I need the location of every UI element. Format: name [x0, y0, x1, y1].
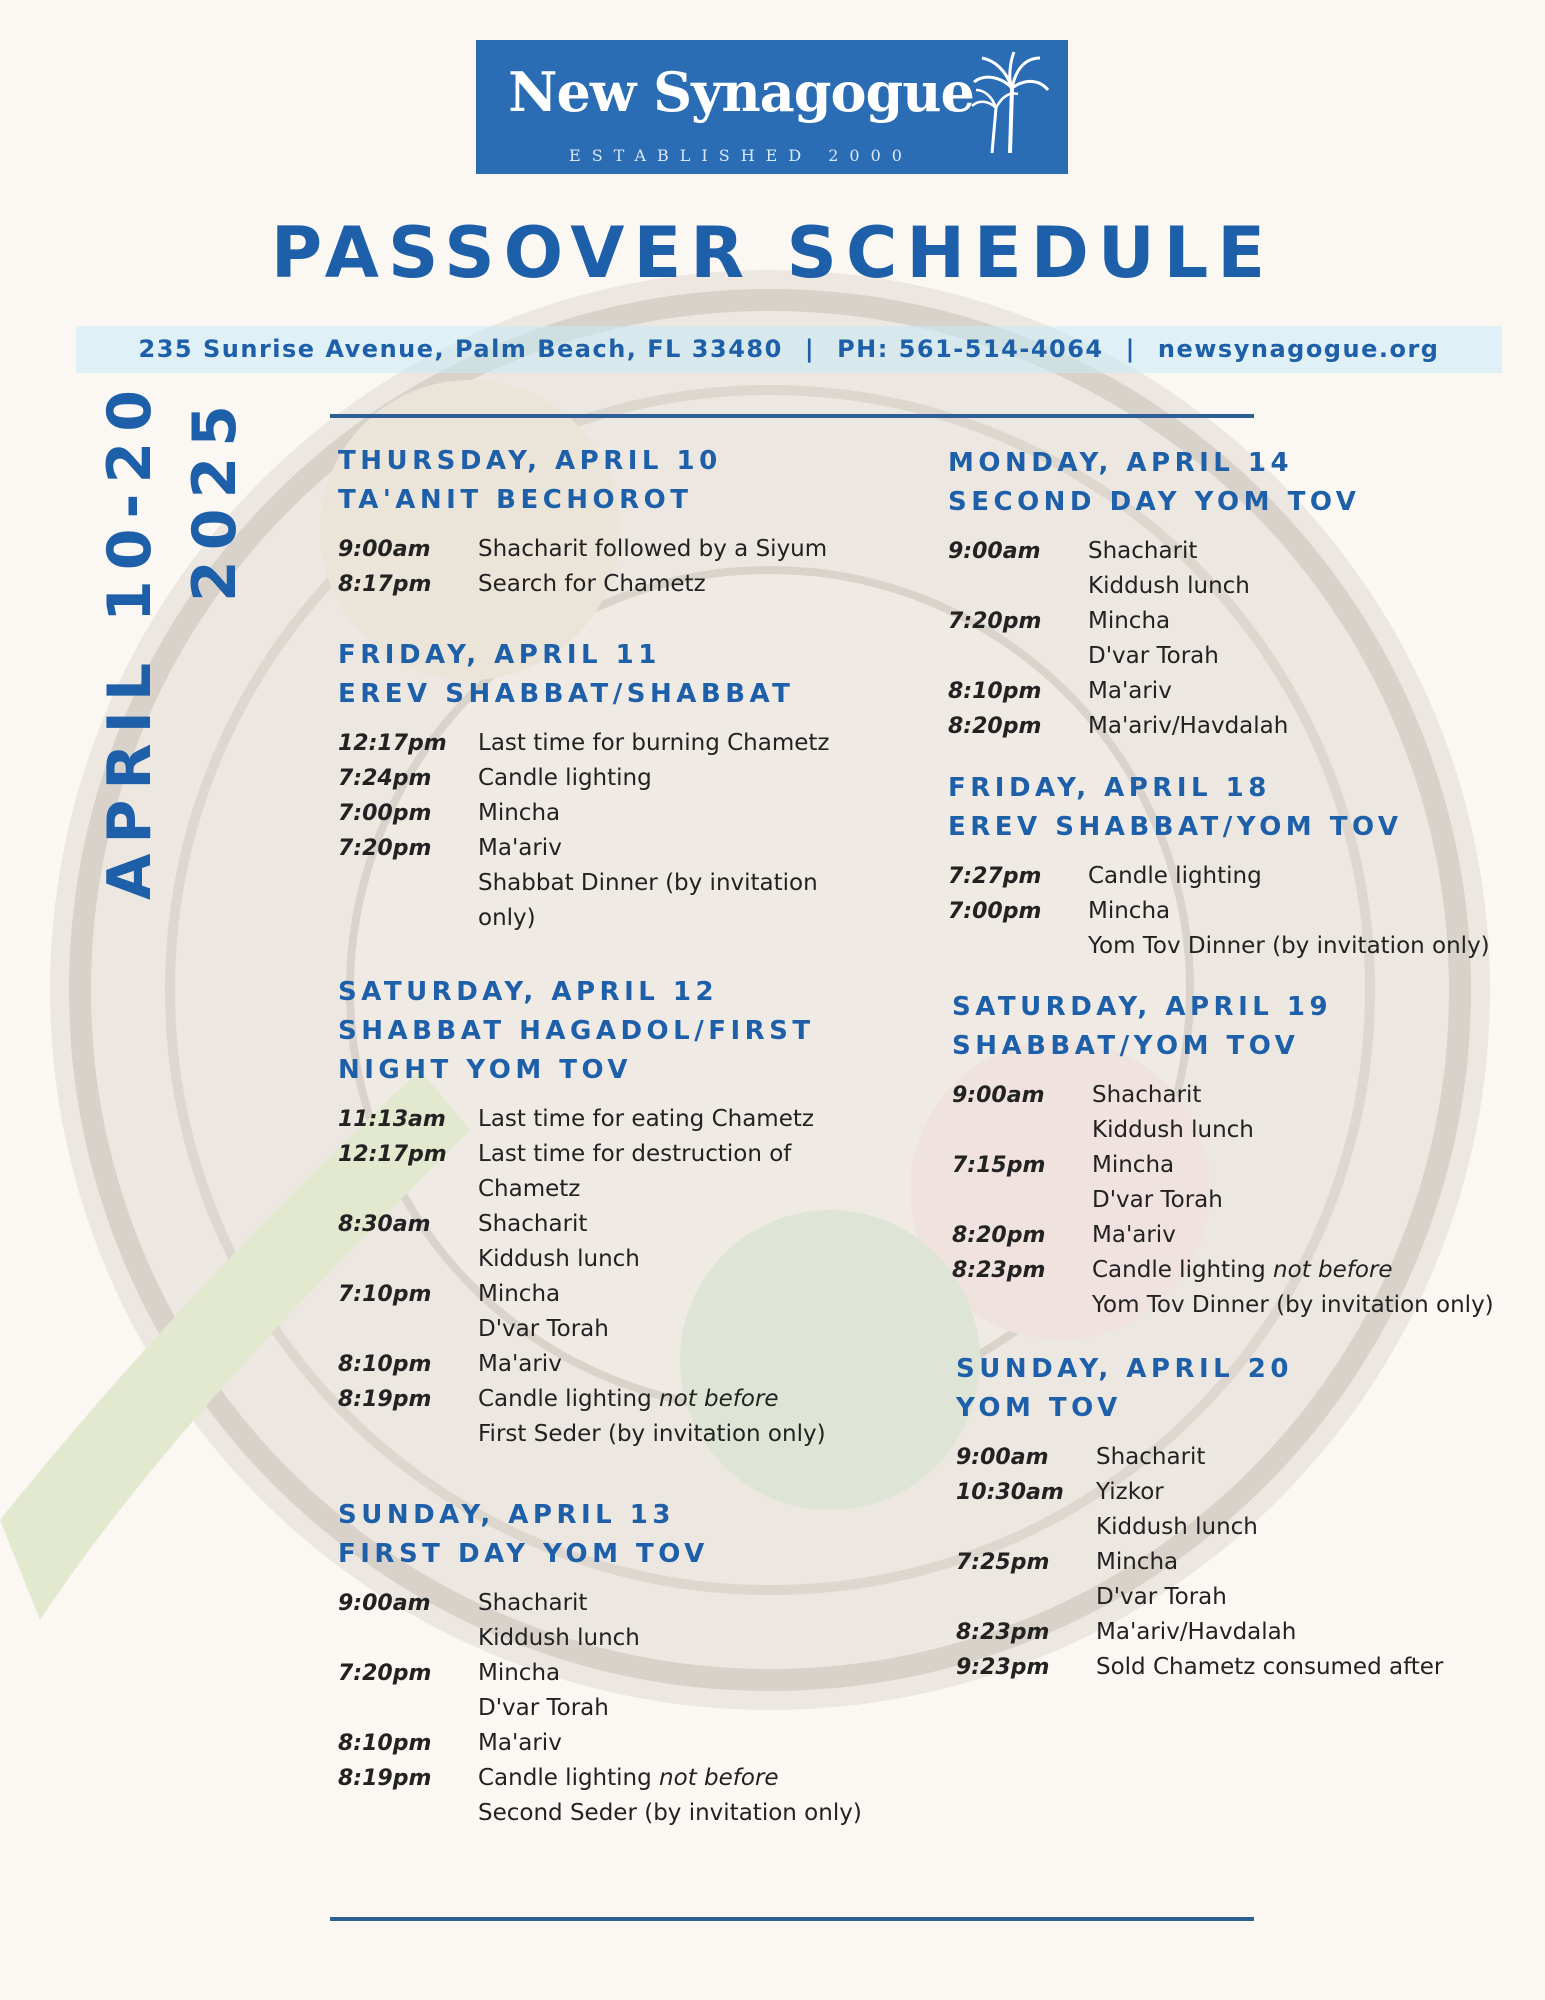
event-description-text: Kiddush lunch	[1092, 1117, 1254, 1143]
event-description	[1088, 569, 1508, 604]
day-block	[952, 988, 1517, 1323]
event-time	[948, 929, 1088, 964]
event-row	[956, 1580, 1516, 1615]
event-time: 7:20pm	[338, 836, 432, 861]
page-title: PASSOVER SCHEDULE	[270, 212, 1275, 294]
event-description-text: Mincha	[1088, 898, 1171, 924]
day-subheading: SHABBAT/YOM TOV	[952, 1031, 1300, 1061]
logo[interactable]	[476, 40, 1068, 174]
event-description-text: Ma'ariv/Havdalah	[1088, 713, 1289, 739]
event-description-text: Yom Tov Dinner (by invitation only)	[1088, 933, 1490, 959]
event-row	[338, 1796, 898, 1831]
event-description-text: Yom Tov Dinner (by invitation only)	[1092, 1292, 1494, 1318]
event-description	[478, 1347, 878, 1382]
day-heading: SUNDAY, APRIL 13	[338, 1500, 675, 1530]
event-description-text: Candle lighting	[1092, 1257, 1266, 1283]
event-time: 7:15pm	[952, 1153, 1046, 1178]
event-description-text: Ma'ariv/Havdalah	[1096, 1619, 1297, 1645]
event-time	[948, 569, 1088, 604]
day-heading: FRIDAY, APRIL 11	[338, 640, 661, 670]
event-row	[956, 1475, 1516, 1510]
event-description-text: Kiddush lunch	[1096, 1514, 1258, 1540]
event-description-text: Mincha	[1088, 608, 1171, 634]
event-description-text: Shacharit	[478, 1211, 588, 1237]
event-time: 8:23pm	[956, 1620, 1050, 1645]
event-list	[338, 532, 898, 602]
event-description	[1092, 1113, 1517, 1148]
event-note: not before	[659, 1765, 779, 1791]
event-row	[952, 1148, 1517, 1183]
event-description-text: Yizkor	[1096, 1479, 1164, 1505]
event-time: 9:00am	[956, 1445, 1049, 1470]
event-row	[338, 1726, 898, 1761]
event-time: 12:17pm	[338, 1142, 447, 1167]
event-description	[478, 1102, 878, 1137]
day-subheading: SHABBAT HAGADOL/FIRST NIGHT YOM TOV	[338, 1016, 815, 1085]
event-time: 8:19pm	[338, 1766, 432, 1791]
day-block	[338, 442, 898, 602]
event-time: 8:23pm	[952, 1258, 1046, 1283]
event-description-text: D'var Torah	[478, 1695, 609, 1721]
event-row	[338, 1621, 898, 1656]
event-description	[1096, 1615, 1516, 1650]
top-divider	[330, 414, 1254, 418]
event-row	[338, 831, 878, 866]
event-description-text: Candle lighting	[478, 765, 652, 791]
event-list	[956, 1440, 1516, 1685]
event-description-text: Ma'ariv	[478, 1730, 562, 1756]
day-block	[338, 973, 878, 1452]
event-description	[1096, 1580, 1516, 1615]
event-description-text: Last time for destruction of Chametz	[478, 1141, 792, 1202]
event-time	[956, 1510, 1096, 1545]
event-description-text: Kiddush lunch	[478, 1625, 640, 1651]
event-description	[478, 796, 878, 831]
event-description-text: Mincha	[1092, 1152, 1175, 1178]
event-time: 9:00am	[948, 539, 1041, 564]
address: 235 Sunrise Avenue, Palm Beach, FL 33480	[138, 335, 783, 363]
event-list	[338, 1586, 898, 1831]
event-row	[952, 1288, 1517, 1323]
event-time: 7:20pm	[948, 609, 1042, 634]
event-time	[952, 1288, 1092, 1323]
event-description	[478, 1586, 898, 1621]
event-row	[338, 567, 898, 602]
event-description-text: D'var Torah	[1088, 643, 1219, 669]
event-row	[338, 1137, 878, 1207]
event-description	[478, 761, 878, 796]
day-heading: THURSDAY, APRIL 10	[338, 446, 722, 476]
day-subheading: YOM TOV	[956, 1393, 1122, 1423]
event-description	[1096, 1545, 1516, 1580]
event-time: 11:13am	[338, 1107, 446, 1132]
event-description-text: Mincha	[478, 1660, 561, 1686]
event-description	[1092, 1148, 1517, 1183]
event-list	[952, 1078, 1517, 1323]
separator: |	[1125, 335, 1136, 363]
event-description-text: Last time for burning Chametz	[478, 730, 830, 756]
event-time	[338, 1691, 478, 1726]
event-description	[478, 831, 878, 866]
event-description-text: Ma'ariv	[478, 835, 562, 861]
event-description-text: Mincha	[1096, 1549, 1179, 1575]
event-time: 8:10pm	[948, 679, 1042, 704]
palm-tree-icon	[970, 48, 1050, 158]
event-description	[1092, 1218, 1517, 1253]
event-list	[338, 1102, 878, 1452]
event-row	[338, 1242, 878, 1277]
event-note: not before	[1273, 1257, 1393, 1283]
event-description-text: Mincha	[478, 800, 561, 826]
event-description	[1092, 1183, 1517, 1218]
event-time	[338, 1796, 478, 1831]
event-row	[956, 1440, 1516, 1475]
event-time: 8:19pm	[338, 1387, 432, 1412]
event-description	[1088, 929, 1518, 964]
event-description-text: D'var Torah	[1092, 1187, 1223, 1213]
event-row	[948, 639, 1508, 674]
day-block	[956, 1350, 1516, 1685]
event-row	[338, 1277, 878, 1312]
event-description	[478, 1382, 878, 1417]
day-heading: SATURDAY, APRIL 12	[338, 977, 719, 1007]
event-row	[338, 866, 878, 936]
event-description-text: D'var Torah	[478, 1316, 609, 1342]
event-description	[478, 1726, 898, 1761]
event-time: 7:25pm	[956, 1550, 1050, 1575]
event-description	[478, 1417, 878, 1452]
day-block	[948, 769, 1518, 964]
logo-established: ESTABLISHED 2000	[569, 146, 913, 165]
event-description-text: Shacharit followed by a Siyum	[478, 536, 828, 562]
event-time: 9:23pm	[956, 1655, 1050, 1680]
event-time: 9:00am	[338, 1591, 431, 1616]
event-description	[478, 532, 898, 567]
website-link[interactable]: newsynagogue.org	[1157, 335, 1440, 363]
day-subheading: TA'ANIT BECHOROT	[338, 485, 693, 515]
event-time: 7:27pm	[948, 864, 1042, 889]
event-time: 7:00pm	[338, 801, 432, 826]
separator: |	[804, 335, 816, 363]
event-description-text: D'var Torah	[1096, 1584, 1227, 1610]
event-time: 7:10pm	[338, 1282, 432, 1307]
event-time: 7:20pm	[338, 1661, 432, 1686]
event-description	[1092, 1253, 1517, 1288]
event-time	[952, 1113, 1092, 1148]
event-description	[1092, 1288, 1517, 1323]
event-row	[338, 1312, 878, 1347]
event-row	[948, 709, 1508, 744]
event-description	[1088, 534, 1508, 569]
event-description	[1096, 1440, 1516, 1475]
date-range: APRIL 10-20	[95, 380, 165, 900]
event-row	[948, 674, 1508, 709]
event-time: 7:24pm	[338, 766, 432, 791]
event-row	[338, 1656, 898, 1691]
event-description-text: Kiddush lunch	[1088, 573, 1250, 599]
event-description	[478, 1242, 878, 1277]
event-time: 8:20pm	[952, 1223, 1046, 1248]
day-subheading: FIRST DAY YOM TOV	[338, 1539, 709, 1569]
event-time	[956, 1580, 1096, 1615]
event-description	[478, 726, 878, 761]
event-description-text: Mincha	[478, 1281, 561, 1307]
event-description	[1096, 1475, 1516, 1510]
event-row	[338, 1691, 898, 1726]
event-description-text: Kiddush lunch	[478, 1246, 640, 1272]
event-description	[478, 1621, 898, 1656]
event-row	[956, 1615, 1516, 1650]
day-heading: MONDAY, APRIL 14	[948, 448, 1294, 478]
event-time: 10:30am	[956, 1480, 1064, 1505]
event-time: 9:00am	[952, 1083, 1045, 1108]
day-block	[338, 1496, 898, 1831]
event-row	[948, 534, 1508, 569]
event-description-text: Shacharit	[478, 1590, 588, 1616]
event-description	[1088, 709, 1508, 744]
day-block	[948, 444, 1508, 744]
event-row	[956, 1510, 1516, 1545]
event-description-text: Candle lighting	[478, 1386, 652, 1412]
event-description	[1088, 639, 1508, 674]
event-description	[1088, 859, 1518, 894]
event-description	[1092, 1078, 1517, 1113]
event-row	[338, 532, 898, 567]
event-description	[478, 1796, 898, 1831]
event-description-text: Shacharit	[1092, 1082, 1202, 1108]
event-note: not before	[659, 1386, 779, 1412]
event-description-text: Search for Chametz	[478, 571, 706, 597]
event-row	[338, 1417, 878, 1452]
event-time	[338, 1312, 478, 1347]
event-description	[1088, 674, 1508, 709]
event-description-text: Second Seder (by invitation only)	[478, 1800, 862, 1826]
event-description-text: Shacharit	[1088, 538, 1198, 564]
day-subheading: EREV SHABBAT/SHABBAT	[338, 679, 795, 709]
day-heading: SUNDAY, APRIL 20	[956, 1354, 1293, 1384]
event-time: 7:00pm	[948, 899, 1042, 924]
event-time: 8:10pm	[338, 1731, 432, 1756]
event-row	[948, 859, 1518, 894]
event-row	[952, 1253, 1517, 1288]
event-list	[948, 534, 1508, 744]
event-description	[1096, 1510, 1516, 1545]
event-description-text: Candle lighting	[1088, 863, 1262, 889]
event-row	[948, 604, 1508, 639]
event-description-text: Sold Chametz consumed after	[1096, 1654, 1444, 1680]
event-description	[1088, 894, 1518, 929]
event-description-text: Last time for eating Chametz	[478, 1106, 814, 1132]
bottom-divider	[330, 1917, 1254, 1921]
event-time: 8:30am	[338, 1212, 431, 1237]
event-row	[952, 1113, 1517, 1148]
contact-bar	[76, 326, 1502, 373]
event-description-text: Ma'ariv	[1088, 678, 1172, 704]
event-row	[338, 1586, 898, 1621]
event-time	[338, 1417, 478, 1452]
event-description	[478, 1761, 898, 1796]
event-time: 8:20pm	[948, 714, 1042, 739]
event-description	[1088, 604, 1508, 639]
event-description	[478, 1207, 878, 1242]
event-description	[478, 1277, 878, 1312]
event-row	[956, 1545, 1516, 1580]
event-row	[956, 1650, 1516, 1685]
event-time: 8:10pm	[338, 1352, 432, 1377]
event-list	[338, 726, 878, 936]
event-description	[478, 1137, 878, 1207]
event-time	[338, 866, 478, 936]
event-description-text: Ma'ariv	[1092, 1222, 1176, 1248]
event-time	[952, 1183, 1092, 1218]
day-heading: FRIDAY, APRIL 18	[948, 773, 1271, 803]
day-heading: SATURDAY, APRIL 19	[952, 992, 1333, 1022]
event-time	[338, 1242, 478, 1277]
day-subheading: EREV SHABBAT/YOM TOV	[948, 812, 1403, 842]
event-description	[478, 1312, 878, 1347]
event-time: 8:17pm	[338, 572, 432, 597]
event-row	[338, 1102, 878, 1137]
event-row	[338, 1382, 878, 1417]
event-time	[338, 1621, 478, 1656]
event-description	[478, 1656, 898, 1691]
year: 2025	[180, 395, 250, 602]
event-description-text: First Seder (by invitation only)	[478, 1421, 826, 1447]
day-subheading: SECOND DAY YOM TOV	[948, 487, 1361, 517]
logo-name: New Synagogue	[508, 60, 974, 124]
day-block	[338, 636, 878, 936]
event-time: 9:00am	[338, 537, 431, 562]
event-time	[948, 639, 1088, 674]
event-row	[948, 569, 1508, 604]
event-description	[1096, 1650, 1516, 1685]
event-description-text: Shacharit	[1096, 1444, 1206, 1470]
event-description	[478, 866, 878, 936]
event-row	[338, 1347, 878, 1382]
event-time: 12:17pm	[338, 731, 447, 756]
event-row	[948, 929, 1518, 964]
event-row	[952, 1218, 1517, 1253]
event-row	[338, 761, 878, 796]
event-description	[478, 1691, 898, 1726]
event-row	[338, 796, 878, 831]
event-row	[948, 894, 1518, 929]
event-list	[948, 859, 1518, 964]
event-row	[338, 1207, 878, 1242]
event-description-text: Ma'ariv	[478, 1351, 562, 1377]
phone[interactable]: PH: 561-514-4064	[837, 335, 1104, 363]
event-description-text: Candle lighting	[478, 1765, 652, 1791]
event-row	[338, 1761, 898, 1796]
event-row	[952, 1183, 1517, 1218]
event-description-text: Shabbat Dinner (by invitation only)	[478, 870, 818, 931]
event-row	[338, 726, 878, 761]
event-row	[952, 1078, 1517, 1113]
event-description	[478, 567, 898, 602]
